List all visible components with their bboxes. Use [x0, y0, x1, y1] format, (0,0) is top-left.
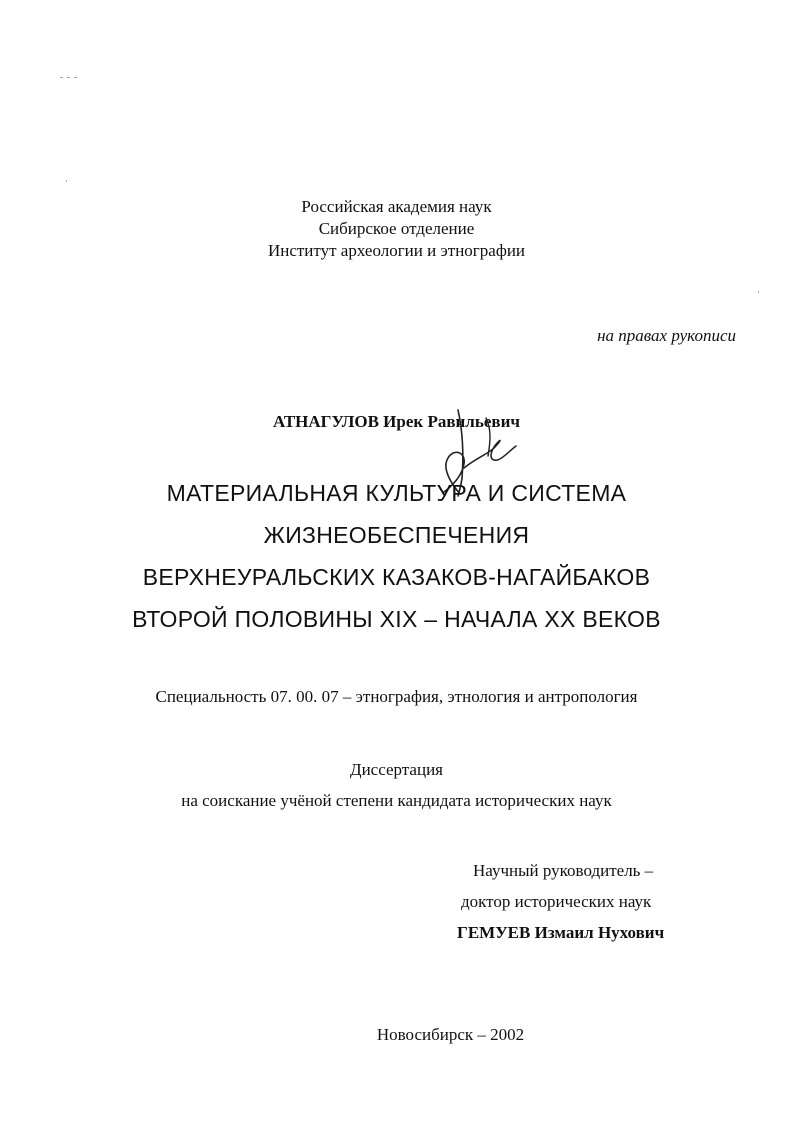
scan-speck — [60, 77, 63, 78]
dissertation-label: Диссертация — [349, 760, 443, 779]
title-line-2: ЖИЗНЕОБЕСПЕЧЕНИЯ — [263, 522, 530, 548]
title-line-3: ВЕРХНЕУРАЛЬСКИХ КАЗАКОВ-НАГАЙБАКОВ — [142, 564, 651, 590]
author-name: АТНАГУЛОВ Ирек Равильевич — [273, 412, 520, 431]
title-line-4: ВТОРОЙ ПОЛОВИНЫ XIX – НАЧАЛА XX ВЕКОВ — [132, 606, 661, 632]
institute-name: Институт археологии и этнографии — [267, 241, 526, 260]
supervisor-name: ГЕМУЕВ Измаил Нухович — [457, 923, 665, 942]
dissertation-purpose: на соискание учёной степени кандидата исторических наук — [181, 791, 612, 810]
supervisor-role: Научный руководитель – — [473, 861, 654, 880]
place-year: Новосибирск – 2002 — [376, 1025, 525, 1044]
scan-speck — [74, 77, 77, 78]
supervisor-degree: доктор исторических наук — [461, 892, 652, 911]
scan-speck — [66, 180, 67, 182]
branch-name: Сибирское отделение — [318, 219, 475, 238]
scan-speck — [67, 77, 70, 78]
manuscript-note: на правах рукописи — [597, 326, 736, 345]
scan-speck — [758, 291, 759, 293]
title-line-1: МАТЕРИАЛЬНАЯ КУЛЬТУРА И СИСТЕМА — [166, 480, 627, 506]
academy-name: Российская академия наук — [301, 197, 492, 216]
speciality: Специальность 07. 00. 07 – этнография, этнология и антропология — [155, 687, 638, 706]
